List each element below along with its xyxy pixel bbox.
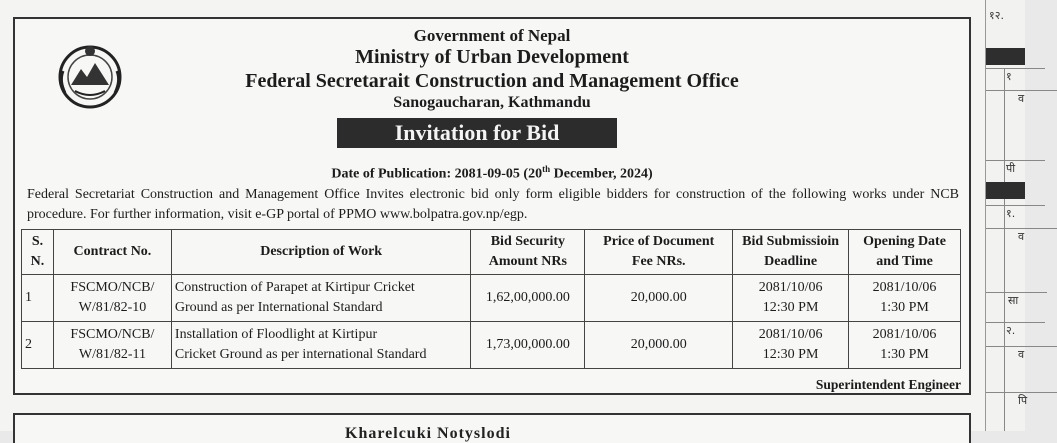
col-header-deadline: Bid Submissioin Deadline [733,230,849,275]
bid-notice [13,17,971,395]
side-text: १. [986,205,1045,221]
cell-contract: FSCMO/NCB/ W/81/82-10 [53,275,171,322]
col-header-contract: Contract No. [53,230,171,275]
notice-title-banner: Invitation for Bid [337,118,617,148]
next-notice-heading-fragment: Kharelcuki Notyslodi [345,425,511,442]
publication-date [15,164,969,183]
cell-contract: FSCMO/NCB/ W/81/82-11 [53,322,171,369]
publication-date-prefix: Date of Publication: 2081-09-05 (20 [331,166,543,182]
side-text: २. [986,322,1045,338]
table-row [22,275,961,322]
notice-header [15,25,969,113]
table-header-row [22,230,961,275]
cell-fee: 20,000.00 [585,322,733,369]
intro-paragraph: Federal Secretariat Construction and Management Office Invites electronic bid only form eligible bidders for construction of the following works under NCB procedure. For further information, visit e-GP portal of PPMO www.bolpatra.gov.np/egp. [27,187,959,222]
cell-description: Construction of Parapet at Kirtipur Cricket Ground as per International Standard [171,275,470,322]
cell-deadline: 2081/10/06 12:30 PM [733,322,849,369]
office-address: Sanogaucharan, Kathmandu [393,94,591,111]
col-header-opening: Opening Date and Time [849,230,961,275]
cell-sn: 2 [22,322,54,369]
side-text: व [986,346,1057,362]
cell-security: 1,73,00,000.00 [471,322,585,369]
government-name: Government of Nepal [413,26,571,45]
adjacent-column-strip [985,0,1028,431]
col-header-sn: S. N. [22,230,54,275]
cell-opening: 2081/10/06 1:30 PM [849,322,961,369]
bid-table [21,229,961,369]
side-text: सा [986,292,1047,308]
cell-opening: 2081/10/06 1:30 PM [849,275,961,322]
cell-description: Installation of Floodlight at Kirtipur Cricket Ground as per international Standard [171,322,470,369]
side-black-bar [986,182,1025,199]
side-text: १२. [989,9,1004,22]
cell-deadline: 2081/10/06 12:30 PM [733,275,849,322]
office-name: Federal Secretarait Construction and Management Office [245,70,739,92]
publication-date-sup: th [542,164,551,174]
publication-date-suffix: December, 2024) [550,166,653,182]
col-header-description: Description of Work [171,230,470,275]
signatory-title: Superintendent Engineer [815,377,961,392]
side-text: पि [986,392,1057,408]
table-row [22,322,961,369]
ministry-name: Ministry of Urban Development [355,46,629,68]
cell-security: 1,62,00,000.00 [471,275,585,322]
cell-sn: 1 [22,275,54,322]
side-black-bar [986,48,1025,65]
cell-fee: 20,000.00 [585,275,733,322]
next-notice-box [13,413,971,443]
col-header-fee: Price of Document Fee NRs. [585,230,733,275]
side-text: पी [986,160,1045,176]
side-text: व [986,228,1057,244]
side-text: व [986,90,1057,106]
side-text: १ [986,68,1045,84]
col-header-security: Bid Security Amount NRs [471,230,585,275]
